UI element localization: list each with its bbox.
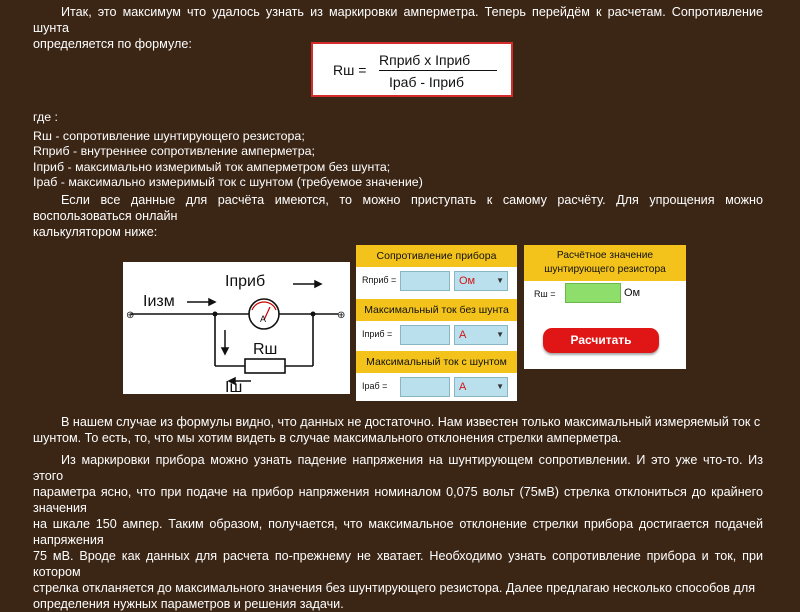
max-current-with-shunt-unit: А — [459, 381, 467, 393]
formula-numerator: Rприб х Iприб — [379, 52, 471, 68]
max-current-no-shunt-input[interactable] — [400, 325, 450, 345]
max-current-no-shunt-header: Максимальный ток без шунта — [356, 299, 517, 321]
result-header-line-2: шунтирующего резистора — [544, 264, 666, 275]
definitions-where: где : — [33, 110, 58, 124]
shunt-calculator-result — [524, 245, 686, 369]
device-resistance-unit: Ом — [459, 275, 476, 287]
definition-item: Rприб - внутреннее сопротивление амперметра; — [33, 144, 315, 159]
result-output-field — [565, 283, 621, 303]
calculate-button[interactable]: Расчитать — [543, 328, 659, 353]
device-resistance-input[interactable] — [400, 271, 450, 291]
device-resistance-row — [356, 267, 517, 295]
marking-line-6: определения нужных параметров и решения задачи. — [33, 597, 344, 611]
formula-fraction-bar — [379, 70, 497, 71]
chevron-down-icon: ▼ — [496, 382, 504, 391]
meter-letter: A — [260, 314, 267, 324]
case-paragraph — [33, 414, 763, 446]
label-i-sh: Iш — [225, 379, 243, 394]
marking-line-3: на шкале 150 ампер. Таким образом, получается, что максимальное отклонение стрелки прибора достигается подачей напряжения — [33, 517, 763, 547]
marking-line-5: стрелка откланяется до максимального значения без шунтирующего резистора. Далее предлагаю несколько способов для — [33, 581, 756, 595]
definition-item: Iприб - максимально измеримый ток амперметром без шунта; — [33, 159, 391, 174]
svg-text:⊕: ⊕ — [126, 310, 135, 321]
marking-line-2: параметра ясно, что при подаче на прибор напряжения номиналом 0,075 вольт (75мВ) стрелка отклониться до крайнего значения — [33, 485, 763, 515]
calc-intro-line-1: Если все данные для расчёта имеются, то можно приступать к самому расчёту. Для упрощения можно воспользоваться онлайн — [33, 193, 763, 223]
definition-item: Iраб - максимально измеримый ток с шунтом (требуемое значение) — [33, 174, 423, 189]
max-current-with-shunt-input[interactable] — [400, 377, 450, 397]
result-header — [524, 245, 686, 281]
chevron-down-icon: ▼ — [496, 276, 504, 285]
circuit-svg — [123, 262, 350, 394]
max-current-with-shunt-label: Iраб = — [362, 381, 388, 391]
max-current-no-shunt-unit-select[interactable] — [454, 325, 508, 345]
max-current-no-shunt-row — [356, 321, 517, 349]
definitions-list — [33, 110, 423, 190]
label-i-prib: Iприб — [225, 273, 266, 290]
shunt-formula — [311, 42, 513, 97]
device-resistance-header: Сопротивление прибора — [356, 245, 517, 267]
result-unit: Ом — [624, 287, 641, 299]
label-i-izm: Iизм — [143, 293, 175, 310]
max-current-with-shunt-unit-select[interactable] — [454, 377, 508, 397]
shunt-resistor-icon — [245, 359, 285, 373]
max-current-with-shunt-row — [356, 373, 517, 401]
calc-intro-line-2: калькулятором ниже: — [33, 225, 158, 239]
label-r-sh: Rш — [253, 341, 278, 358]
intro-line-2: определяется по формуле: — [33, 37, 192, 51]
result-header-line-1: Расчётное значение — [556, 250, 654, 261]
svg-text:⊕: ⊕ — [337, 310, 346, 321]
max-current-no-shunt-unit: А — [459, 329, 467, 341]
formula-denominator: Iраб - Iприб — [389, 74, 465, 90]
marking-line-4: 75 мВ. Вроде как данных для расчета по-прежнему не хватает. Необходимо узнать сопротивление прибора и ток, при котором — [33, 549, 763, 579]
max-current-with-shunt-header: Максимальный ток с шунтом — [356, 351, 517, 373]
chevron-down-icon: ▼ — [496, 330, 504, 339]
device-resistance-unit-select[interactable] — [454, 271, 508, 291]
formula-lhs: Rш = — [333, 62, 367, 78]
calculator-intro — [33, 192, 763, 240]
case-line-2: шунтом. То есть, то, что мы хотим видеть в случае максимального отклонения стрелки амперметра. — [33, 431, 622, 445]
intro-line-1: Итак, это максимум что удалось узнать из маркировки амперметра. Теперь перейдём к расчетам. Сопротивление шунта — [33, 5, 763, 35]
shunt-circuit-diagram — [123, 262, 350, 394]
definition-item: Rш - сопротивление шунтирующего резистора; — [33, 129, 305, 144]
shunt-calculator-inputs — [356, 245, 517, 401]
max-current-no-shunt-label: Iприб = — [362, 329, 393, 339]
marking-paragraph — [33, 452, 763, 612]
case-line-1: В нашем случае из формулы видно, что данных не достаточно. Нам известен только максимальный измеряемый ток с — [61, 415, 761, 429]
marking-line-1: Из маркировки прибора можно узнать падение напряжения на шунтирующем сопротивлении. И это уже что-то. Из этого — [33, 453, 763, 483]
device-resistance-label: Rприб = — [362, 275, 397, 285]
result-label: Rш = — [534, 289, 556, 299]
